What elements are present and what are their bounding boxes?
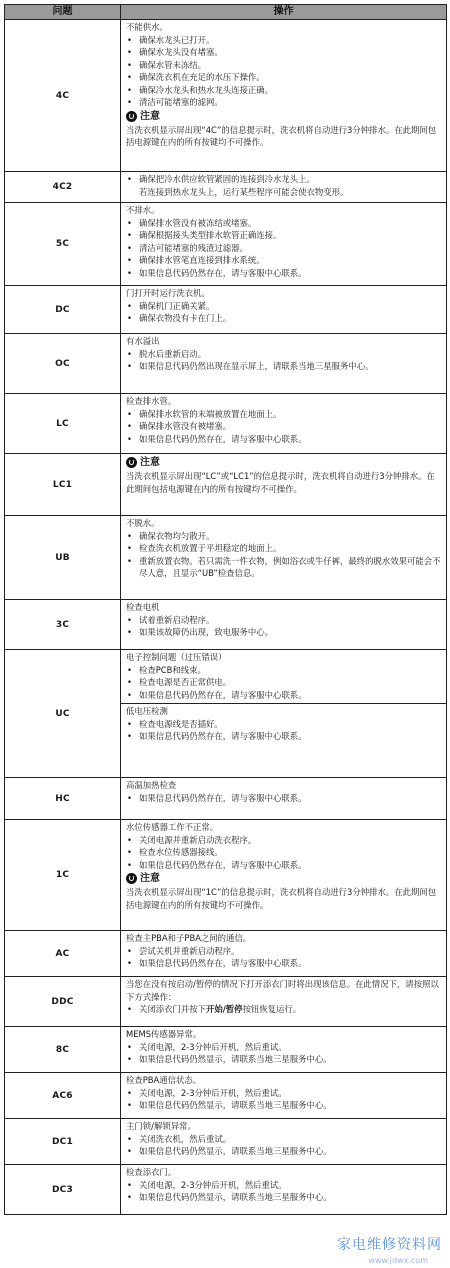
- list-item: • 清洁可能堵塞的残渣过滤器。: [126, 242, 441, 255]
- note-label: 注意: [140, 873, 160, 884]
- action-list: [126, 664, 441, 702]
- list-item: • 确保把冷水供应软管紧固的连接到冷水龙头上。: [126, 173, 441, 186]
- error-code: LC1: [5, 454, 121, 516]
- error-code: LC: [5, 394, 121, 454]
- cause-text: 低电压检测: [126, 706, 168, 716]
- list-item: • 关闭电源，2-3分钟后开机，然后重试。: [126, 1087, 441, 1100]
- list-item: • 确保洗衣机在充足的水压下操作。: [126, 71, 441, 84]
- note-heading: [126, 871, 441, 886]
- action-list: [126, 1003, 441, 1016]
- cause-text: 主门锁/解锁异常。: [126, 1121, 196, 1131]
- continuation-text: 若连接到热水龙头上，运行某些程序可能会使衣物变形。: [139, 186, 349, 197]
- watermark-text: 家电维修资料网: [337, 1237, 442, 1253]
- table-row: [5, 286, 447, 334]
- note-icon: [126, 111, 137, 122]
- list-item: • 如果信息代码仍然存在，请与客服中心联系。: [126, 957, 441, 970]
- action-list: [126, 348, 441, 373]
- action-list: [126, 34, 441, 109]
- action-cell: [121, 778, 447, 820]
- list-item: • 确保冷水龙头和热水龙头连接正确。: [126, 84, 441, 97]
- error-code: DC: [5, 286, 121, 334]
- table-row: [5, 1073, 447, 1119]
- action-list: [126, 1087, 441, 1112]
- cause-text: 有水溢出: [126, 336, 160, 346]
- table-row: [5, 820, 447, 931]
- list-item: • 如果信息代码仍然存在，请与客服中心联系。: [126, 267, 441, 280]
- list-item: • 确保衣物没有卡在门上。: [126, 312, 441, 325]
- list-item: • 关闭洗衣机，然后重试。: [126, 1133, 441, 1146]
- list-item: • 确保排水管笔直连接到排水系统。: [126, 254, 441, 267]
- action-cell: [121, 516, 447, 600]
- note-label: 注意: [140, 110, 160, 122]
- action-list: [126, 945, 441, 970]
- list-item: • 确保排水管没有被冻结或堵塞。: [126, 217, 441, 230]
- table-row: [5, 172, 447, 203]
- action-list: [126, 1041, 441, 1066]
- note-icon: [126, 457, 137, 468]
- start-pause-key-label: 开始/暂停: [206, 1004, 243, 1014]
- table-row: [5, 454, 447, 516]
- error-code: HC: [5, 778, 121, 820]
- action-cell: [121, 454, 447, 516]
- list-item: • 确保排水管没有被堵塞。: [126, 420, 441, 433]
- list-item: • 如果信息代码仍然显示，请联系当地三星服务中心。: [126, 1053, 441, 1066]
- list-item: • 如果信息代码仍然存在，请与客服中心联系。: [126, 859, 441, 872]
- table-row: [5, 20, 447, 172]
- table-row: [5, 334, 447, 394]
- list-item: • 检查洗衣机放置于平坦稳定的地面上。: [126, 542, 441, 555]
- error-code: 3C: [5, 600, 121, 650]
- note-text: 当洗衣机显示屏出现“LC”或“LC1”的信息提示时，洗衣机将自动进行3分钟排水。在此期间包括电源键在内的所有按键均不可操作。: [126, 471, 435, 494]
- list-item: • 如果信息代码仍然存在，请与客服中心联系。: [126, 689, 441, 702]
- action-cell: [121, 600, 447, 650]
- list-item: • 如果信息代码仍然显示，请联系当地三星服务中心。: [126, 1099, 441, 1112]
- error-code: UC: [5, 650, 121, 778]
- action-cell: [121, 394, 447, 454]
- error-code: DC1: [5, 1119, 121, 1165]
- action-list: [126, 834, 441, 872]
- table-row: [5, 778, 447, 820]
- error-code: DDC: [5, 977, 121, 1027]
- cause-text: 不能供水。: [126, 22, 168, 32]
- list-item: • 如果信息代码仍然显示，请联系当地三星服务中心。: [126, 1145, 441, 1158]
- cause-text: 检查添衣门。: [126, 1167, 177, 1177]
- table-row: [5, 600, 447, 650]
- error-code: 1C: [5, 820, 121, 931]
- action-cell: [121, 203, 447, 286]
- list-item: • 检查电源是否正常供电。: [126, 676, 441, 689]
- note-label: 注意: [140, 457, 160, 468]
- list-item: • 关闭电源，2-3分钟后开机，然后重试。: [126, 1179, 441, 1192]
- list-item: • 如果信息代码仍然存在，请与客服中心联系。: [126, 792, 441, 805]
- list-item: • 确保水龙头没有堵塞。: [126, 46, 441, 59]
- list-item: • 如果信息代码仍然出现在显示屏上，请联系当地三星服务中心。: [126, 360, 441, 373]
- table-row: [5, 203, 447, 286]
- table-row: [5, 516, 447, 600]
- list-item: [126, 1003, 441, 1016]
- list-item: • 检查PCB和线束。: [126, 664, 441, 677]
- cause-text: 不排水。: [126, 205, 160, 215]
- action-list: [126, 1179, 441, 1204]
- action-cell: [121, 20, 447, 172]
- error-code: 8C: [5, 1027, 121, 1073]
- list-item: • 如果信息代码仍然显示，请联系当地三星服务中心。: [126, 1191, 441, 1204]
- list-item-text: 按钮恢复运行。: [242, 1004, 302, 1014]
- cause-text: 检查主PBA和子PBA之间的通信。: [126, 933, 252, 943]
- table-row: [5, 931, 447, 977]
- list-item: • 检查电源线是否插好。: [126, 718, 441, 731]
- table-row: [5, 1165, 447, 1215]
- error-code: UB: [5, 516, 121, 600]
- list-item: • 确保水龙头已打开。: [126, 34, 441, 47]
- list-item: • 关闭电源，2-3分钟后开机，然后重试。: [126, 1041, 441, 1054]
- error-code: DC3: [5, 1165, 121, 1215]
- cause-text: 高温加热检查: [126, 780, 177, 790]
- action-cell: [121, 286, 447, 334]
- table-row: [5, 1119, 447, 1165]
- cause-text: 门打开时运行洗衣机。: [126, 288, 210, 298]
- list-item: • 确保排水软管的末端被放置在地面上。: [126, 408, 441, 421]
- action-cell: [121, 1027, 447, 1073]
- action-cell: [121, 1165, 447, 1215]
- cause-text: 检查电机: [126, 602, 160, 612]
- action-list: [126, 1133, 441, 1158]
- table-header-row: [5, 5, 447, 20]
- list-item: • 如果信息代码仍然存在，请与客服中心联系。: [126, 433, 441, 446]
- action-list: [126, 614, 441, 639]
- list-item: • 重新放置衣物。若只需洗一件衣物，例如浴衣或牛仔裤，最终的脱水效果可能会不尽人意，且显示“UB”检查信息。: [126, 555, 441, 580]
- action-list: [126, 217, 441, 280]
- error-code: 5C: [5, 203, 121, 286]
- list-item: • 确保机门正确关紧。: [126, 300, 441, 313]
- watermark-url: www.jdwx.com: [368, 1256, 428, 1265]
- action-cell: [121, 172, 447, 203]
- list-item: • 清洁可能堵塞的滤网。: [126, 96, 441, 109]
- action-cell: [121, 650, 447, 778]
- cause-text: 检查排水管。: [126, 396, 177, 406]
- list-item: • 尝试关机并重新启动程序。: [126, 945, 441, 958]
- action-cell: [121, 1073, 447, 1119]
- action-list: [126, 530, 441, 580]
- error-code: 4C: [5, 20, 121, 172]
- header-problem: 问题: [5, 5, 121, 20]
- table-row: [5, 394, 447, 454]
- action-list: [126, 792, 441, 805]
- cause-text: 当您在没有按启动/暂停的情况下打开添衣门时将出现该信息。在此情况下，请按照以下方式操作：: [126, 979, 439, 1002]
- action-cell: [121, 1119, 447, 1165]
- action-cell: [121, 977, 447, 1027]
- list-item: • 确保根据接头类型排水软管正确连接。: [126, 229, 441, 242]
- list-item: • 检查水位传感器接线。: [126, 846, 441, 859]
- action-list: [126, 300, 441, 325]
- note-heading: [126, 109, 441, 124]
- note-icon: [126, 873, 137, 884]
- error-code: AC: [5, 931, 121, 977]
- list-item: • 确保水管未冻结。: [126, 59, 441, 72]
- sub-section: [121, 703, 446, 743]
- table-row: [5, 977, 447, 1027]
- list-item: • 确保衣物均匀散开。: [126, 530, 441, 543]
- error-code: OC: [5, 334, 121, 394]
- cause-text: 检查PBA通信状态。: [126, 1075, 202, 1085]
- header-action: 操作: [121, 5, 447, 20]
- cause-text: 水位传感器工作不正常。: [126, 822, 219, 832]
- error-code-table: [4, 4, 447, 1215]
- note-text: 当洗衣机显示屏出现“4C”的信息提示时，洗衣机将自动进行3分钟排水。在此期间包括电源键在内的所有按键均不可操作。: [126, 124, 437, 147]
- action-cell: [121, 820, 447, 931]
- list-item: • 脱水后重新启动。: [126, 348, 441, 361]
- list-item-text: 关闭添衣门并按下: [139, 1004, 206, 1014]
- list-item: • 关闭电源并重新启动洗衣程序。: [126, 834, 441, 847]
- note-text: 当洗衣机显示屏出现“1C”的信息提示时，洗衣机将自动进行3分钟排水。在此期间包括电源键在内的所有按键均不可操作。: [126, 887, 437, 910]
- cause-text: MEMS传感器异常。: [126, 1029, 202, 1039]
- action-cell: [121, 334, 447, 394]
- action-cell: [121, 931, 447, 977]
- action-list: [126, 408, 441, 446]
- table-row: [5, 650, 447, 778]
- list-item: • 试着重新启动程序。: [126, 614, 441, 627]
- list-item: • 如果该故障仍出现，致电服务中心。: [126, 626, 441, 639]
- note-heading: [126, 455, 441, 470]
- error-code: AC6: [5, 1073, 121, 1119]
- error-code: 4C2: [5, 172, 121, 203]
- cause-text: 电子控制问题（过压错误）: [126, 652, 227, 662]
- action-list: [126, 718, 441, 743]
- action-list: [126, 173, 441, 186]
- list-item: • 如果信息代码仍然存在，请与客服中心联系。: [126, 730, 441, 743]
- cause-text: 不脱水。: [126, 518, 160, 528]
- table-row: [5, 1027, 447, 1073]
